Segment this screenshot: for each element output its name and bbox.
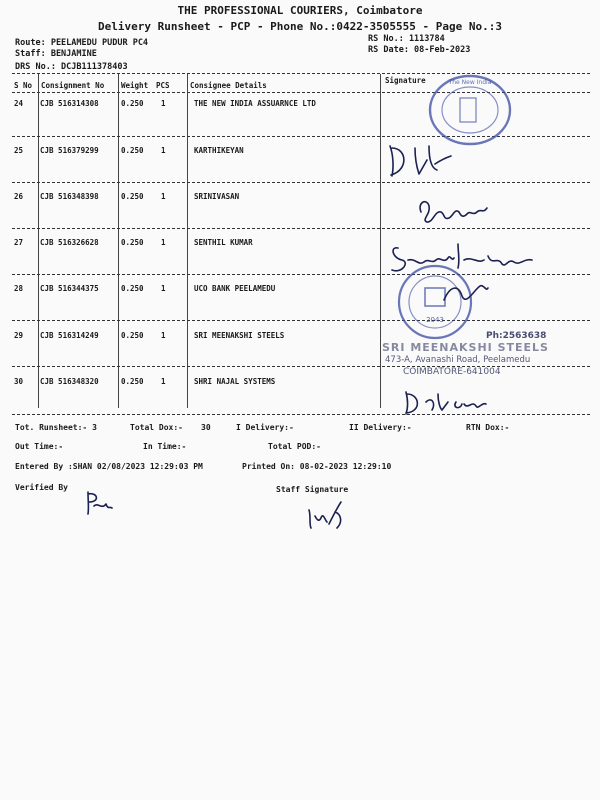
signature-row-30 bbox=[402, 386, 492, 418]
rtn-dox: RTN Dox:- bbox=[466, 423, 510, 432]
document-title: THE PROFESSIONAL COURIERS, Coimbatore bbox=[177, 4, 423, 17]
row-consignment: CJB 516326628 bbox=[40, 238, 99, 247]
runsheet-subtitle: Delivery Runsheet - PCP - Phone No.:0422-3505555 - Page No.:3 bbox=[98, 20, 502, 33]
row-consignee: THE NEW INDIA ASSUARNCE LTD bbox=[194, 99, 316, 108]
row-consignment: CJB 516314308 bbox=[40, 99, 99, 108]
row-pcs: 1 bbox=[161, 99, 166, 108]
row-consignment: CJB 516314249 bbox=[40, 331, 99, 340]
row-weight: 0.250 bbox=[121, 377, 144, 386]
printed-on: Printed On: 08-02-2023 12:29:10 bbox=[242, 462, 392, 471]
row-separator bbox=[12, 228, 590, 229]
col-header-sno: S No bbox=[14, 81, 33, 90]
row-sno: 26 bbox=[14, 192, 24, 201]
row-sno: 25 bbox=[14, 146, 24, 155]
in-time: In Time:- bbox=[143, 442, 187, 451]
uco-stamp-code: 2043 bbox=[426, 316, 444, 324]
row-sno: 27 bbox=[14, 238, 24, 247]
col-divider bbox=[187, 74, 188, 408]
row-consignee: SENTHIL KUMAR bbox=[194, 238, 253, 247]
table-bottom-rule bbox=[12, 414, 590, 415]
rs-number: RS No.: 1113784 bbox=[368, 34, 445, 44]
signature-row-28 bbox=[440, 280, 490, 310]
meenakshi-stamp-name: SRI MEENAKSHI STEELS bbox=[382, 341, 549, 354]
new-india-assurance-stamp bbox=[425, 70, 515, 150]
new-india-stamp-label: The New India bbox=[448, 79, 492, 86]
staff-label: Staff: BENJAMINE bbox=[15, 49, 97, 59]
verified-by-signature bbox=[84, 488, 114, 516]
col-divider bbox=[380, 74, 381, 408]
col-divider bbox=[38, 74, 39, 408]
row-weight: 0.250 bbox=[121, 99, 144, 108]
verified-by-label: Verified By bbox=[15, 483, 68, 492]
rs-date: RS Date: 08-Feb-2023 bbox=[368, 45, 471, 55]
row-pcs: 1 bbox=[161, 192, 166, 201]
staff-signature-label: Staff Signature bbox=[276, 485, 349, 494]
row-consignment: CJB 516344375 bbox=[40, 284, 99, 293]
signature-row-25 bbox=[385, 140, 455, 180]
total-dox-value: 30 bbox=[201, 423, 211, 432]
entered-by: Entered By :SHAN 02/08/2023 12:29:03 PM bbox=[15, 462, 203, 471]
col-header-consignee: Consignee Details bbox=[190, 81, 267, 90]
row-pcs: 1 bbox=[161, 331, 166, 340]
row-consignee: UCO BANK PEELAMEDU bbox=[194, 284, 276, 293]
meenakshi-stamp-city: COIMBATORE-641004 bbox=[403, 367, 501, 377]
row-sno: 30 bbox=[14, 377, 24, 386]
col-divider bbox=[118, 74, 119, 408]
row-consignee: SRINIVASAN bbox=[194, 192, 240, 201]
row-consignee: KARTHIKEYAN bbox=[194, 146, 244, 155]
row-separator bbox=[12, 366, 590, 367]
row-consignment: CJB 516348398 bbox=[40, 192, 99, 201]
row-weight: 0.250 bbox=[121, 331, 144, 340]
row-consignment: CJB 516379299 bbox=[40, 146, 99, 155]
row-sno: 24 bbox=[14, 99, 24, 108]
col-header-pcs: PCS bbox=[156, 81, 170, 90]
i-delivery: I Delivery:- bbox=[236, 423, 294, 432]
col-header-consignment: Consignment No bbox=[41, 81, 105, 90]
ii-delivery: II Delivery:- bbox=[349, 423, 412, 432]
row-weight: 0.250 bbox=[121, 238, 144, 247]
row-consignment: CJB 516348320 bbox=[40, 377, 99, 386]
meenakshi-stamp-phone: Ph:2563638 bbox=[486, 331, 547, 341]
row-consignee: SRI MEENAKSHI STEELS bbox=[194, 331, 285, 340]
row-separator bbox=[12, 320, 590, 321]
row-pcs: 1 bbox=[161, 238, 166, 247]
row-separator bbox=[12, 182, 590, 183]
route-label: Route: PEELAMEDU PUDUR PC4 bbox=[15, 38, 149, 48]
tot-runsheet: Tot. Runsheet:- 3 bbox=[15, 423, 97, 432]
staff-signature-mark bbox=[305, 498, 350, 532]
row-weight: 0.250 bbox=[121, 192, 144, 201]
row-pcs: 1 bbox=[161, 377, 166, 386]
row-weight: 0.250 bbox=[121, 284, 144, 293]
total-dox-label: Total Dox:- bbox=[130, 423, 183, 432]
row-weight: 0.250 bbox=[121, 146, 144, 155]
row-sno: 28 bbox=[14, 284, 24, 293]
row-pcs: 1 bbox=[161, 146, 166, 155]
signature-row-26 bbox=[415, 192, 490, 227]
meenakshi-stamp-address: 473-A, Avanashi Road, Peelamedu bbox=[385, 355, 531, 365]
col-header-signature: Signature bbox=[385, 76, 426, 85]
row-sno: 29 bbox=[14, 331, 24, 340]
col-header-weight: Weight bbox=[121, 81, 149, 90]
drs-number: DRS No.: DCJB111378403 bbox=[15, 62, 128, 72]
row-consignee: SHRI NAJAL SYSTEMS bbox=[194, 377, 276, 386]
out-time: Out Time:- bbox=[15, 442, 64, 451]
row-pcs: 1 bbox=[161, 284, 166, 293]
total-pod: Total POD:- bbox=[268, 442, 321, 451]
